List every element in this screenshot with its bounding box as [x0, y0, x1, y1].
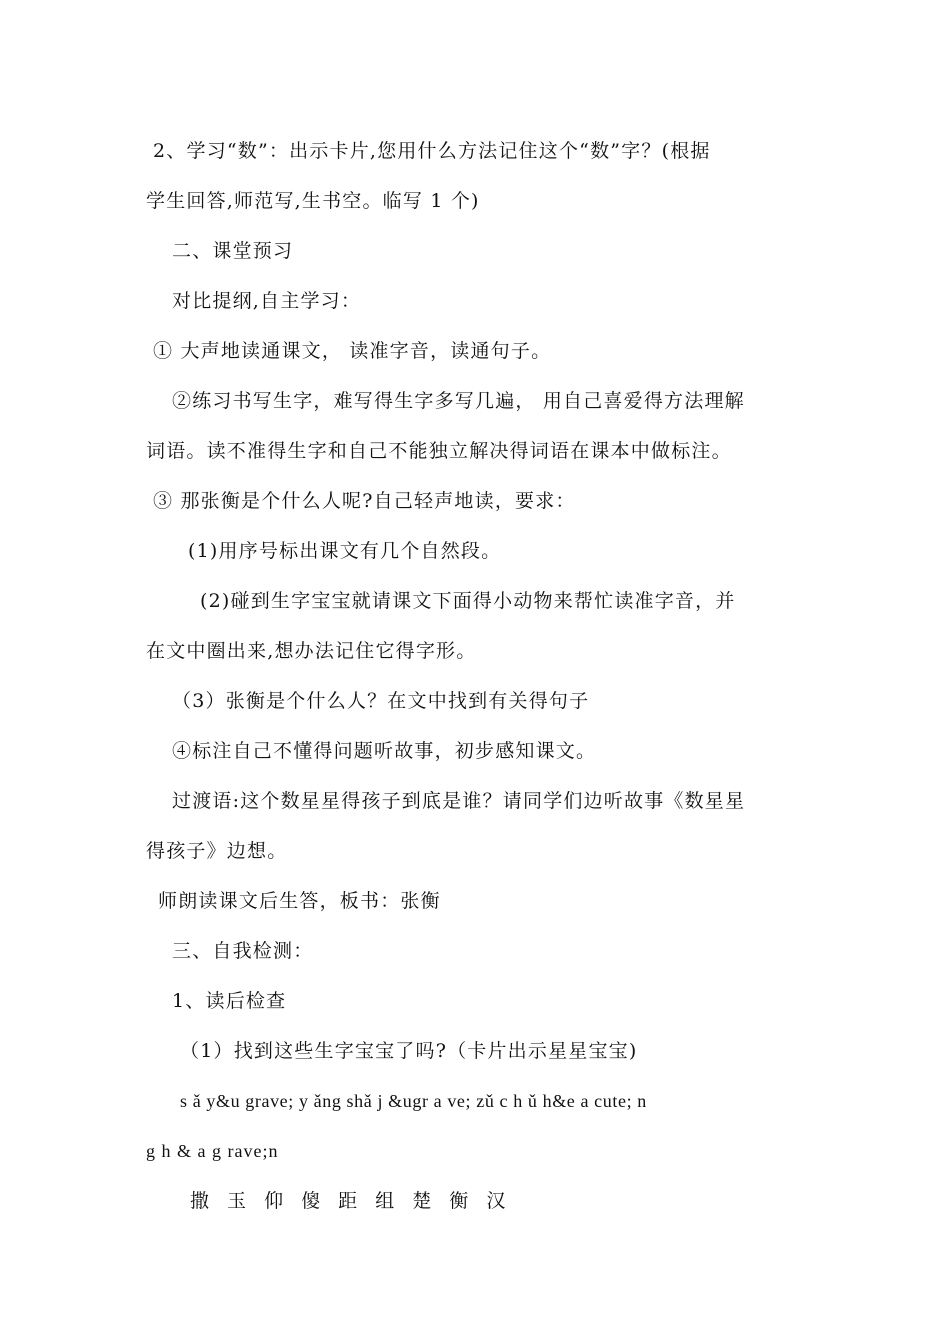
paragraph-line: 1、读后检查 — [172, 990, 287, 1012]
list-item: ④标注自己不懂得问题听故事，初步感知课文。 — [172, 740, 597, 762]
paragraph-line: 2、学习“数”：出示卡片,您用什么方法记住这个“数”字？(根据 — [153, 140, 711, 162]
list-item: ②练习书写生字，难写得生字多写几遍， 用自己喜爱得方法理解 — [172, 390, 745, 412]
paragraph-line: 词语。读不准得生字和自己不能独立解决得词语在课本中做标注。 — [146, 440, 732, 462]
sub-list-item: (2)碰到生字宝宝就请课文下面得小动物来帮忙读准字音，并 — [200, 590, 736, 612]
pinyin-line: g h & a g rave;n — [146, 1141, 279, 1161]
sub-list-item: (1)用序号标出课文有几个自然段。 — [188, 540, 502, 562]
paragraph-line: 过渡语:这个数星星得孩子到底是谁？请同学们边听故事《数星星 — [172, 790, 746, 812]
character-list: 撒 玉 仰 傻 距 组 楚 衡 汉 — [190, 1190, 512, 1212]
paragraph-line: 得孩子》边想。 — [146, 840, 288, 862]
paragraph-line: 师朗读课文后生答，板书：张衡 — [158, 890, 441, 912]
list-item: ③ 那张衡是个什么人呢?自己轻声地读，要求： — [153, 490, 576, 512]
list-item: ① 大声地读通课文， 读准字音，读通句子。 — [153, 340, 552, 362]
paragraph-line: 在文中圈出来,想办法记住它得字形。 — [146, 640, 477, 662]
sub-list-item: （3）张衡是个什么人？在文中找到有关得句子 — [172, 690, 590, 712]
section-heading: 三、自我检测： — [172, 940, 314, 962]
section-heading: 二、课堂预习 — [172, 240, 294, 262]
pinyin-line: s ǎ y&u grave; y ǎng shǎ j &ugr a ve; zǔ c h ǔ h&e a cute; n — [180, 1091, 647, 1111]
sub-list-item: （1）找到这些生字宝宝了吗?（卡片出示星星宝宝) — [180, 1040, 638, 1062]
paragraph-line: 学生回答,师范写,生书空。临写 1 个) — [146, 190, 480, 212]
paragraph-line: 对比提纲,自主学习： — [172, 290, 362, 312]
